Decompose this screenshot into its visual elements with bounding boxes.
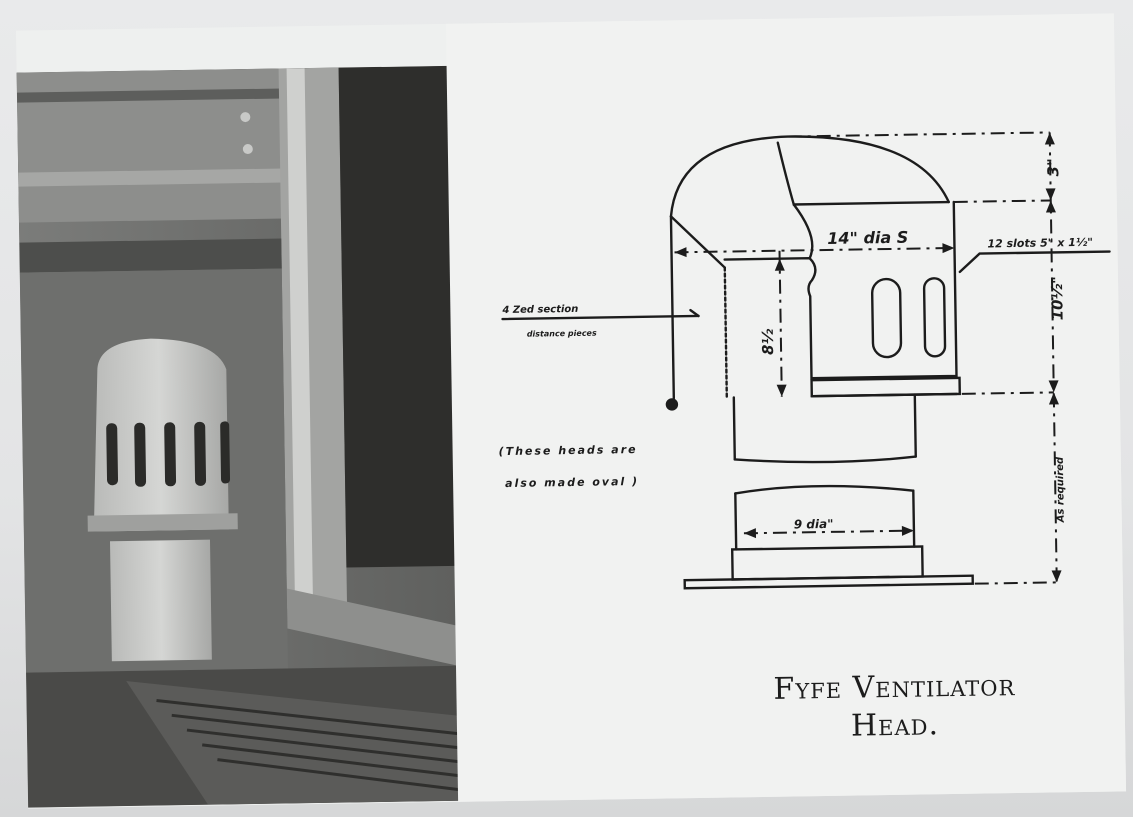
label-distance-2: distance pieces [526, 328, 597, 339]
dome-cut [778, 140, 949, 205]
label-as-required: As required [1054, 456, 1067, 523]
slot-outline [872, 279, 901, 357]
label-slots: 12 slots 5" x 1½" [987, 235, 1094, 251]
caption-line-1: Fyfe Ventilator [773, 668, 1016, 707]
ventilator-photograph [17, 66, 460, 808]
label-dim-8: 8½ [758, 328, 778, 356]
label-dim-10: 10½" [1047, 275, 1067, 321]
label-note-1: (These heads are [498, 442, 638, 459]
label-dim-3: 3" [1044, 157, 1063, 177]
figure-caption [684, 666, 1105, 749]
label-dia-top: 14" dia S [827, 227, 909, 248]
photograph-image [17, 66, 460, 808]
caption-line-2: Head. [850, 707, 940, 744]
label-dia-bottom: 9 dia" [793, 516, 834, 532]
distance-piece-line [671, 216, 674, 398]
label-distance-1: 4 Zed section [502, 303, 579, 317]
figure-panel [16, 13, 1126, 808]
technical-drawing [446, 13, 1126, 801]
label-note-2: also made oval ) [505, 474, 640, 491]
